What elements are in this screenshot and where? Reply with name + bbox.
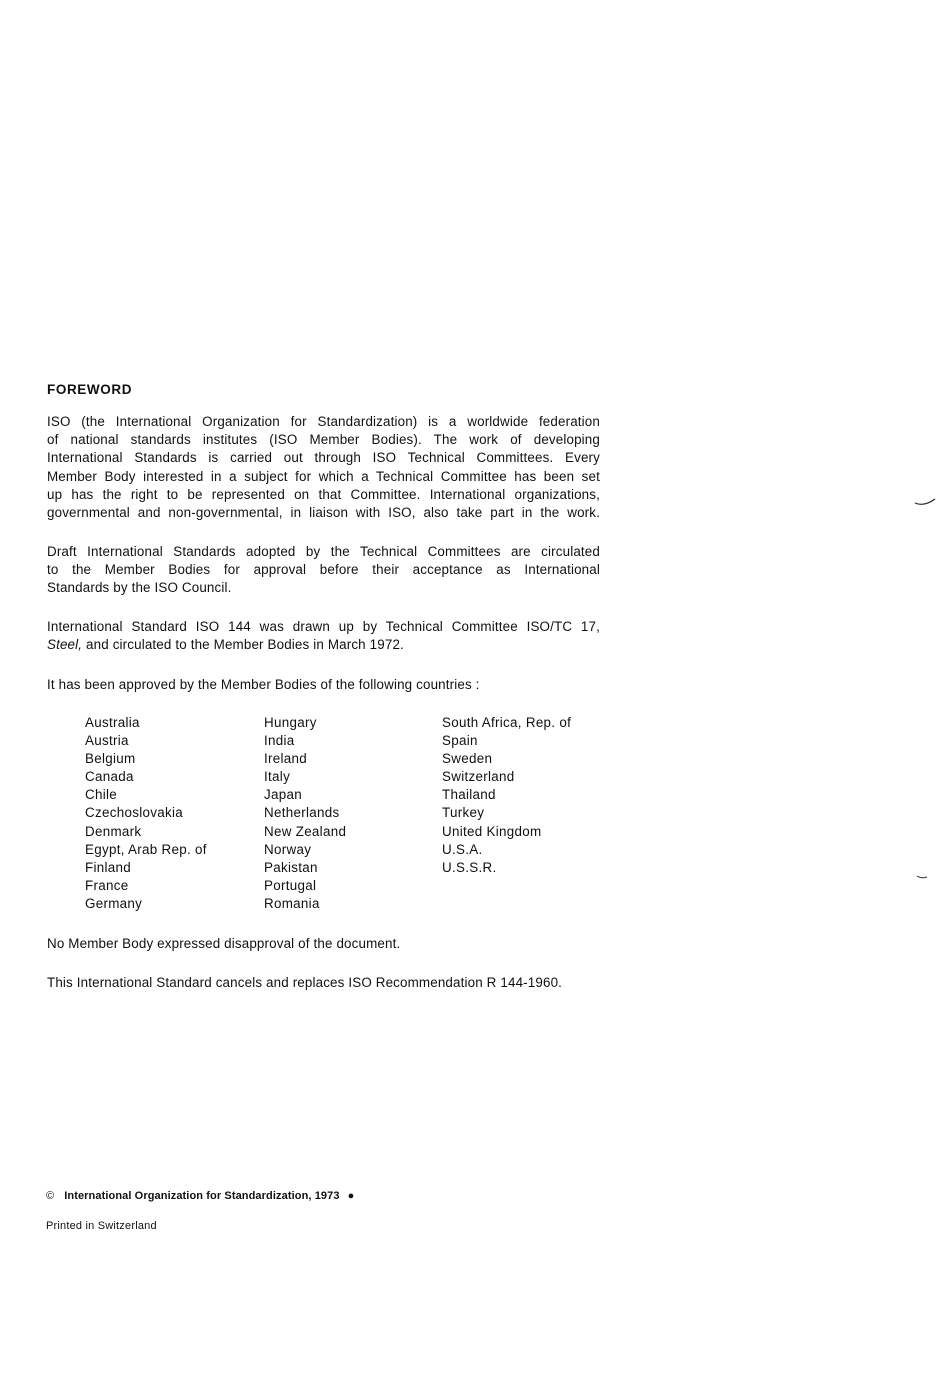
copyright-line [46, 1190, 354, 1202]
printed-location: Printed in Switzerland [46, 1220, 157, 1232]
country-item: Switzerland [442, 769, 515, 785]
copyright-symbol: © [46, 1190, 55, 1202]
committee-title-italic: Steel, [47, 637, 83, 653]
country-item: Chile [85, 787, 118, 803]
foreword-paragraph-5: No Member Body expressed disapproval of the document. [47, 936, 401, 951]
country-item: Netherlands [264, 805, 340, 821]
scan-artifact-mark [914, 497, 936, 507]
paragraph-line: up has the right to be represented on that Committee. International organizations, [47, 486, 600, 502]
country-item: Italy [264, 769, 291, 785]
country-item: Belgium [85, 751, 136, 767]
country-item: Egypt, Arab Rep. of [85, 841, 207, 857]
paragraph-line: of national standards institutes (ISO Member Bodies). The work of developing [47, 432, 600, 448]
country-item: Norway [264, 841, 312, 857]
country-item: United Kingdom [442, 823, 542, 839]
country-list [85, 714, 605, 914]
country-item: Japan [264, 787, 302, 803]
country-item: Portugal [264, 877, 317, 893]
foreword-paragraph-6: This International Standard cancels and replaces ISO Recommendation R 144-1960. [47, 975, 563, 990]
foreword-paragraph-1 [47, 413, 600, 522]
country-item: New Zealand [264, 823, 347, 839]
country-item: Czechoslovakia [85, 805, 183, 821]
country-item: Turkey [442, 805, 485, 821]
country-item: Hungary [264, 715, 317, 730]
country-column-3 [442, 714, 571, 877]
country-item: Romania [264, 895, 320, 911]
country-item: Spain [442, 733, 478, 749]
paragraph-line: International Standards is carried out through ISO Technical Committees. Every [47, 450, 600, 466]
paragraph-line [47, 636, 600, 654]
foreword-paragraph-4: It has been approved by the Member Bodies of the following countries : [47, 677, 480, 692]
paragraph-line-rest: and circulated to the Member Bodies in March 1972. [82, 637, 404, 653]
country-item: Sweden [442, 751, 493, 767]
country-item: U.S.S.R. [442, 859, 497, 875]
paragraph-line: ISO (the International Organization for Standardization) is a worldwide federation [47, 414, 600, 429]
foreword-paragraph-2 [47, 543, 600, 598]
country-item: Finland [85, 859, 132, 875]
country-item: Thailand [442, 787, 496, 803]
country-item: South Africa, Rep. of [442, 715, 572, 730]
paragraph-line: to the Member Bodies for approval before their acceptance as International [47, 562, 600, 578]
paragraph-line: governmental and non-governmental, in liaison with ISO, also take part in the work. [47, 505, 600, 521]
paragraph-line: International Standard ISO 144 was drawn up by Technical Committee ISO/TC 17, [47, 619, 600, 634]
country-item: Canada [85, 769, 134, 785]
country-item: U.S.A. [442, 841, 483, 857]
copyright-text: International Organization for Standardization, 1973 [64, 1190, 340, 1202]
paragraph-line: Draft International Standards adopted by the Technical Committees are circulated [47, 544, 600, 559]
foreword-heading: FOREWORD [47, 382, 133, 397]
paragraph-line: Member Body interested in a subject for which a Technical Committee has been set [47, 468, 600, 484]
country-item: India [264, 733, 295, 749]
bullet-icon: ● [347, 1190, 355, 1202]
country-column-2 [264, 714, 346, 913]
country-item: France [85, 877, 129, 893]
foreword-paragraph-3 [47, 618, 600, 654]
country-item: Pakistan [264, 859, 318, 875]
scan-artifact-mark [916, 874, 928, 880]
country-column-1 [85, 714, 207, 913]
country-item: Australia [85, 715, 140, 730]
country-item: Austria [85, 733, 129, 749]
country-item: Denmark [85, 823, 142, 839]
paragraph-line: Standards by the ISO Council. [47, 580, 232, 596]
country-item: Germany [85, 895, 143, 911]
country-item: Ireland [264, 751, 308, 767]
